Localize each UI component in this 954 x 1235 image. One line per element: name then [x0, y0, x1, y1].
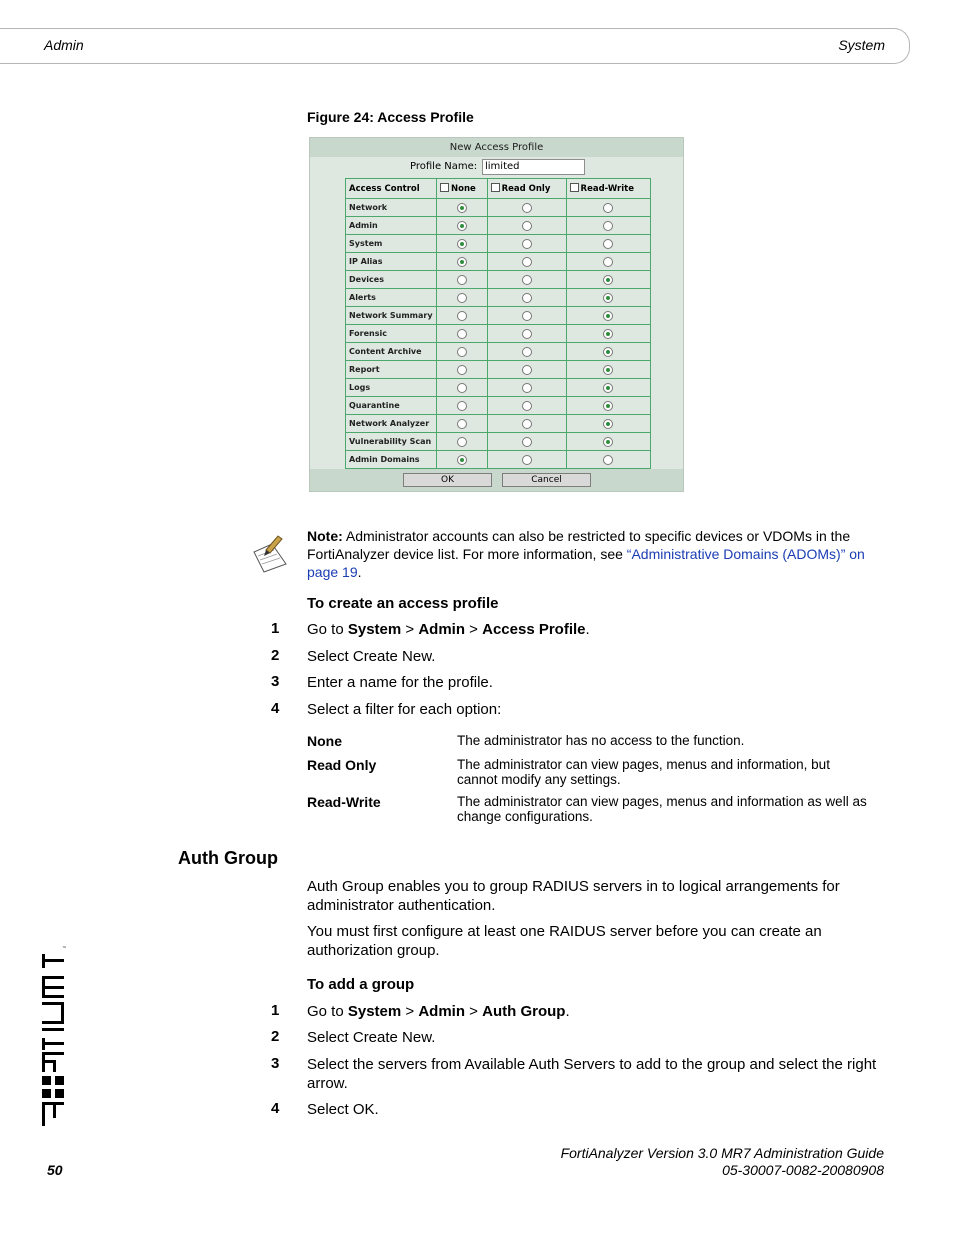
step-text — [307, 620, 877, 639]
select-all-checkbox[interactable] — [440, 183, 449, 192]
step-text-part: . — [585, 621, 590, 638]
step-number: 2 — [271, 1028, 280, 1045]
figure-caption: Figure 24: Access Profile — [307, 109, 474, 125]
none-radio[interactable] — [457, 437, 467, 447]
radio-cell — [437, 235, 488, 253]
access-control-name: Logs — [346, 379, 437, 397]
read-only-radio[interactable] — [522, 311, 532, 321]
step-text-part: Go to — [307, 621, 348, 638]
step-number: 1 — [271, 620, 280, 637]
access-control-name: Alerts — [346, 289, 437, 307]
table-row — [346, 397, 651, 415]
radio-cell — [487, 343, 566, 361]
menu-path-item: Admin — [418, 621, 466, 638]
table-row — [346, 451, 651, 469]
radio-cell — [566, 343, 650, 361]
table-row — [346, 235, 651, 253]
none-radio[interactable] — [457, 275, 467, 285]
table-row — [346, 361, 651, 379]
menu-path-item: Auth Group — [482, 1003, 566, 1020]
radio-cell — [437, 433, 488, 451]
note-label: Note: — [307, 528, 343, 544]
procedure-title-add-group: To add a group — [307, 976, 415, 993]
step-number: 3 — [271, 673, 280, 690]
column-label: Access Control — [349, 183, 420, 194]
none-radio[interactable] — [457, 311, 467, 321]
radio-cell — [437, 379, 488, 397]
table-header-row — [346, 179, 651, 199]
def-term-read-only: Read Only — [307, 757, 377, 773]
note-paragraph — [307, 527, 877, 581]
step-text-part: > — [465, 621, 483, 638]
read-write-radio[interactable] — [603, 329, 613, 339]
read-only-radio[interactable] — [522, 437, 532, 447]
menu-path-item: Admin — [418, 1003, 466, 1020]
radio-cell — [437, 217, 488, 235]
read-write-radio[interactable] — [603, 203, 613, 213]
read-only-radio[interactable] — [522, 293, 532, 303]
step-text: Enter a name for the profile. — [307, 674, 493, 691]
button-bar — [310, 469, 683, 491]
step-number: 1 — [271, 1002, 280, 1019]
select-all-checkbox[interactable] — [491, 183, 500, 192]
profile-name-label: Profile Name: — [410, 161, 478, 172]
table-row — [346, 289, 651, 307]
access-control-name: Vulnerability Scan — [346, 433, 437, 451]
radio-cell — [566, 271, 650, 289]
access-control-name: System — [346, 235, 437, 253]
access-control-name: Content Archive — [346, 343, 437, 361]
radio-cell — [487, 271, 566, 289]
radio-cell — [566, 307, 650, 325]
trademark-mark: ™ — [62, 946, 67, 952]
read-only-radio[interactable] — [522, 401, 532, 411]
radio-cell — [437, 361, 488, 379]
column-header-2[interactable] — [487, 179, 566, 199]
column-label: Read-Write — [580, 184, 634, 194]
radio-cell — [566, 235, 650, 253]
step-text-part: > — [401, 621, 419, 638]
none-radio[interactable] — [457, 221, 467, 231]
radio-cell — [566, 361, 650, 379]
radio-cell — [487, 289, 566, 307]
read-only-radio[interactable] — [522, 239, 532, 249]
read-write-radio[interactable] — [603, 293, 613, 303]
read-only-radio[interactable] — [522, 203, 532, 213]
radio-cell — [487, 451, 566, 469]
step-text-part: > — [465, 1003, 483, 1020]
radio-cell — [487, 253, 566, 271]
read-only-radio[interactable] — [522, 221, 532, 231]
none-radio[interactable] — [457, 455, 467, 465]
radio-cell — [437, 415, 488, 433]
radio-cell — [566, 433, 650, 451]
section-paragraph-1: Auth Group enables you to group RADIUS servers in to logical arrangements for administrator authentication. — [307, 878, 840, 914]
none-radio[interactable] — [457, 419, 467, 429]
access-control-table — [345, 178, 651, 469]
read-write-radio[interactable] — [603, 437, 613, 447]
read-only-radio[interactable] — [522, 257, 532, 267]
read-write-radio[interactable] — [603, 455, 613, 465]
read-only-radio[interactable] — [522, 275, 532, 285]
column-header-0 — [346, 179, 437, 199]
step-text — [307, 1002, 877, 1021]
radio-cell — [487, 217, 566, 235]
radio-cell — [566, 199, 650, 217]
adom-link[interactable]: “Administrative Domains (ADOMs)” on page 19 — [307, 546, 865, 580]
radio-cell — [487, 361, 566, 379]
read-write-radio[interactable] — [603, 383, 613, 393]
profile-name-input[interactable]: limited — [482, 159, 585, 175]
radio-cell — [437, 325, 488, 343]
none-radio[interactable] — [457, 329, 467, 339]
radio-cell — [566, 217, 650, 235]
step-text-part: . — [565, 1003, 570, 1020]
none-radio[interactable] — [457, 239, 467, 249]
access-control-name: Network Analyzer — [346, 415, 437, 433]
read-write-radio[interactable] — [603, 401, 613, 411]
footer-docnum: 05-30007-0082-20080908 — [722, 1162, 884, 1178]
radio-cell — [437, 253, 488, 271]
radio-cell — [487, 433, 566, 451]
table-row — [346, 433, 651, 451]
access-control-name: Devices — [346, 271, 437, 289]
section-paragraph-2: You must first configure at least one RAIDUS server before you can create an authorization group. — [307, 923, 822, 959]
read-write-radio[interactable] — [603, 365, 613, 375]
read-only-radio[interactable] — [522, 347, 532, 357]
table-row — [346, 199, 651, 217]
read-write-radio[interactable] — [603, 221, 613, 231]
read-only-radio[interactable] — [522, 365, 532, 375]
step-text: Select the servers from Available Auth Servers to add to the group and select the right arrow. — [307, 1056, 877, 1092]
section-heading: Auth Group — [178, 848, 278, 868]
radio-cell — [487, 397, 566, 415]
menu-path-item: System — [347, 621, 402, 638]
select-all-checkbox[interactable] — [570, 183, 579, 192]
radio-cell — [487, 415, 566, 433]
cancel-button[interactable]: Cancel — [502, 473, 591, 487]
table-row — [346, 415, 651, 433]
read-write-radio[interactable] — [603, 347, 613, 357]
read-write-radio[interactable] — [603, 275, 613, 285]
none-radio[interactable] — [457, 203, 467, 213]
radio-cell — [566, 253, 650, 271]
table-row — [346, 379, 651, 397]
def-term-none: None — [307, 733, 342, 749]
step-text: Select Create New. — [307, 648, 436, 665]
none-radio[interactable] — [457, 293, 467, 303]
table-row — [346, 217, 651, 235]
none-radio[interactable] — [457, 383, 467, 393]
footer-title: FortiAnalyzer Version 3.0 MR7 Administration Guide — [560, 1145, 884, 1161]
page-header — [0, 28, 910, 64]
radio-cell — [487, 325, 566, 343]
table-row — [346, 253, 651, 271]
header-chapter: Admin — [44, 37, 84, 53]
radio-cell — [437, 307, 488, 325]
table-row — [346, 271, 651, 289]
radio-cell — [566, 397, 650, 415]
note-tail: . — [357, 564, 362, 580]
column-header-1[interactable] — [437, 179, 488, 199]
def-desc-none: The administrator has no access to the function. — [457, 733, 745, 748]
step-text: Select a filter for each option: — [307, 701, 502, 718]
radio-cell — [566, 451, 650, 469]
access-control-name: Forensic — [346, 325, 437, 343]
radio-cell — [487, 235, 566, 253]
read-only-radio[interactable] — [522, 383, 532, 393]
column-label: Read Only — [501, 184, 551, 194]
radio-cell — [487, 199, 566, 217]
table-row — [346, 307, 651, 325]
read-write-radio[interactable] — [603, 257, 613, 267]
radio-cell — [566, 379, 650, 397]
read-write-radio[interactable] — [603, 239, 613, 249]
none-radio[interactable] — [457, 347, 467, 357]
step-text: Select Create New. — [307, 1029, 436, 1046]
fortinet-logo — [42, 942, 70, 1126]
radio-cell — [487, 379, 566, 397]
radio-cell — [437, 199, 488, 217]
radio-cell — [437, 271, 488, 289]
step-number: 3 — [271, 1055, 280, 1072]
radio-cell — [487, 307, 566, 325]
profile-name-row — [310, 159, 683, 175]
access-control-name: Report — [346, 361, 437, 379]
menu-path-item: System — [347, 1003, 402, 1020]
access-control-name: Admin — [346, 217, 437, 235]
column-label: None — [451, 184, 476, 194]
procedure-title-access-profile: To create an access profile — [307, 595, 499, 612]
radio-cell — [437, 343, 488, 361]
step-number: 4 — [271, 700, 280, 717]
step-text: Select OK. — [307, 1101, 379, 1118]
access-control-name: Network — [346, 199, 437, 217]
dialog-title: New Access Profile — [310, 138, 683, 157]
access-control-name: Admin Domains — [346, 451, 437, 469]
none-radio[interactable] — [457, 257, 467, 267]
radio-cell — [566, 289, 650, 307]
radio-cell — [437, 397, 488, 415]
radio-cell — [437, 451, 488, 469]
header-section: System — [838, 37, 885, 53]
ok-button[interactable]: OK — [403, 473, 492, 487]
radio-cell — [566, 325, 650, 343]
def-term-read-write: Read-Write — [307, 794, 381, 810]
access-control-name: Network Summary — [346, 307, 437, 325]
def-desc-read-only: The administrator can view pages, menus and information, but cannot modify any settings. — [457, 757, 830, 787]
none-radio[interactable] — [457, 401, 467, 411]
access-control-name: Quarantine — [346, 397, 437, 415]
step-number: 4 — [271, 1100, 280, 1117]
step-text-part: Go to — [307, 1003, 348, 1020]
read-only-radio[interactable] — [522, 419, 532, 429]
note-text: Administrator accounts can also be restricted to specific devices or VDOMs in the FortiAnalyzer device list. For more information, see — [307, 528, 851, 562]
page-number: 50 — [47, 1162, 63, 1178]
read-only-radio[interactable] — [522, 455, 532, 465]
step-text-part: > — [401, 1003, 419, 1020]
note-pencil-icon — [250, 530, 290, 574]
access-profile-screenshot — [309, 137, 684, 492]
none-radio[interactable] — [457, 365, 467, 375]
step-number: 2 — [271, 647, 280, 664]
column-header-3[interactable] — [566, 179, 650, 199]
table-row — [346, 343, 651, 361]
def-desc-read-write: The administrator can view pages, menus and information as well as change configurations. — [457, 794, 867, 824]
radio-cell — [566, 415, 650, 433]
read-write-radio[interactable] — [603, 311, 613, 321]
read-write-radio[interactable] — [603, 419, 613, 429]
radio-cell — [437, 289, 488, 307]
table-row — [346, 325, 651, 343]
read-only-radio[interactable] — [522, 329, 532, 339]
footer-right — [561, 1145, 884, 1179]
access-control-name: IP Alias — [346, 253, 437, 271]
menu-path-item: Access Profile — [482, 621, 586, 638]
